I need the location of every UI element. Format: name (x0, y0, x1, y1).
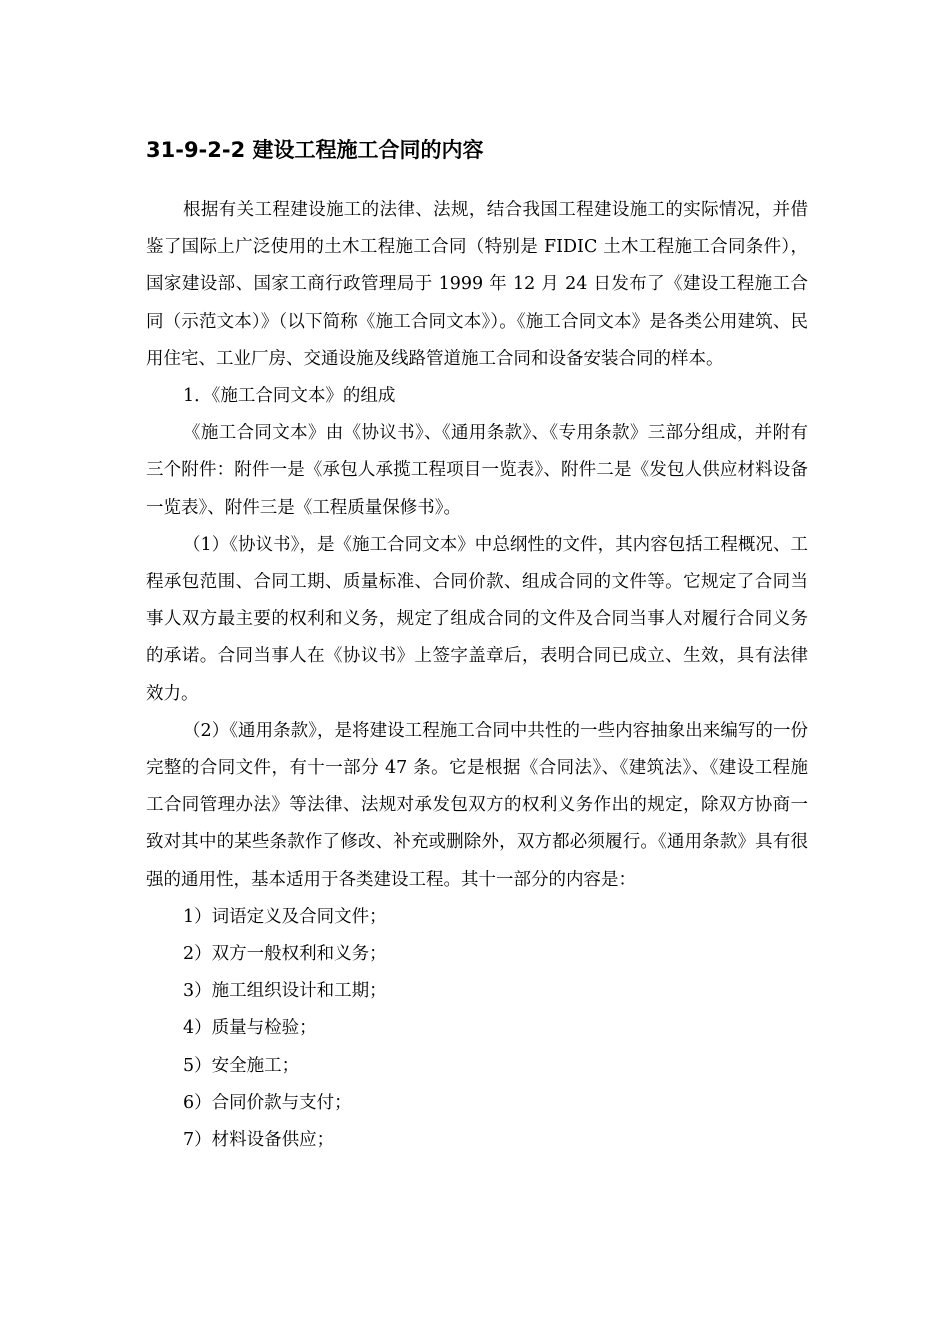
list-item: 5）安全施工； (183, 1055, 300, 1076)
list-item: 4）质量与检验； (183, 1018, 317, 1039)
subsection-title: 1．《施工合同文本》的组成 (183, 386, 396, 407)
list-item: 1）词语定义及合同文件； (183, 906, 387, 927)
list-item: 7）材料设备供应； (183, 1130, 335, 1151)
list-item: 6）合同价款与支付； (183, 1092, 352, 1113)
section-heading: 31-9-2-2 建设工程施工合同的内容 (146, 138, 484, 162)
general-terms-paragraph: （2）《通用条款》，是将建设工程施工合同中共性的一些内容抽象出来编写的一份完整的合同文件，有十一部分 47 条。它是根据《合同法》、《建筑法》、《建设工程施工合同管理办法》等法律、法规对承发包双方的权利义务作出的规定，除双方协商一致对其中的某些条款作了修改、补充或删除外，双方都必须履行。《通用条款》具有很强的通用性，基本适用于各类建设工程。其十一部分的内容是： (146, 720, 808, 890)
intro-paragraph: 根据有关工程建设施工的法律、法规，结合我国工程建设施工的实际情况，并借鉴了国际上广泛使用的土木工程施工合同（特别是 FIDIC 土木工程施工合同条件），国家建设部、国家工商行政管理局于 1999 年 12 月 24 日发布了《建设工程施工合同（示范文本）》（以下简称《施工合同文本》）。《施工合同文本》是各类公用建筑、民用住宅、工业厂房、交通设施及线路管道施工合同和设备安装合同的样本。 (146, 200, 808, 369)
composition-paragraph: 《施工合同文本》由《协议书》、《通用条款》、《专用条款》三部分组成，并附有三个附件：附件一是《承包人承揽工程项目一览表》、附件二是《发包人供应材料设备一览表》、附件三是《工程质量保修书》。 (146, 423, 808, 518)
list-item: 3）施工组织设计和工期； (183, 981, 387, 1002)
agreement-paragraph: （1）《协议书》，是《施工合同文本》中总纲性的文件，其内容包括工程概况、工程承包范围、合同工期、质量标准、合同价款、组成合同的文件等。它规定了合同当事人双方最主要的权利和义务，规定了组成合同的文件及合同当事人对履行合同义务的承诺。合同当事人在《协议书》上签字盖章后，表明合同已成立、生效，具有法律效力。 (146, 534, 808, 704)
list-item: 2）双方一般权利和义务； (183, 944, 387, 965)
document-body (146, 192, 808, 1159)
